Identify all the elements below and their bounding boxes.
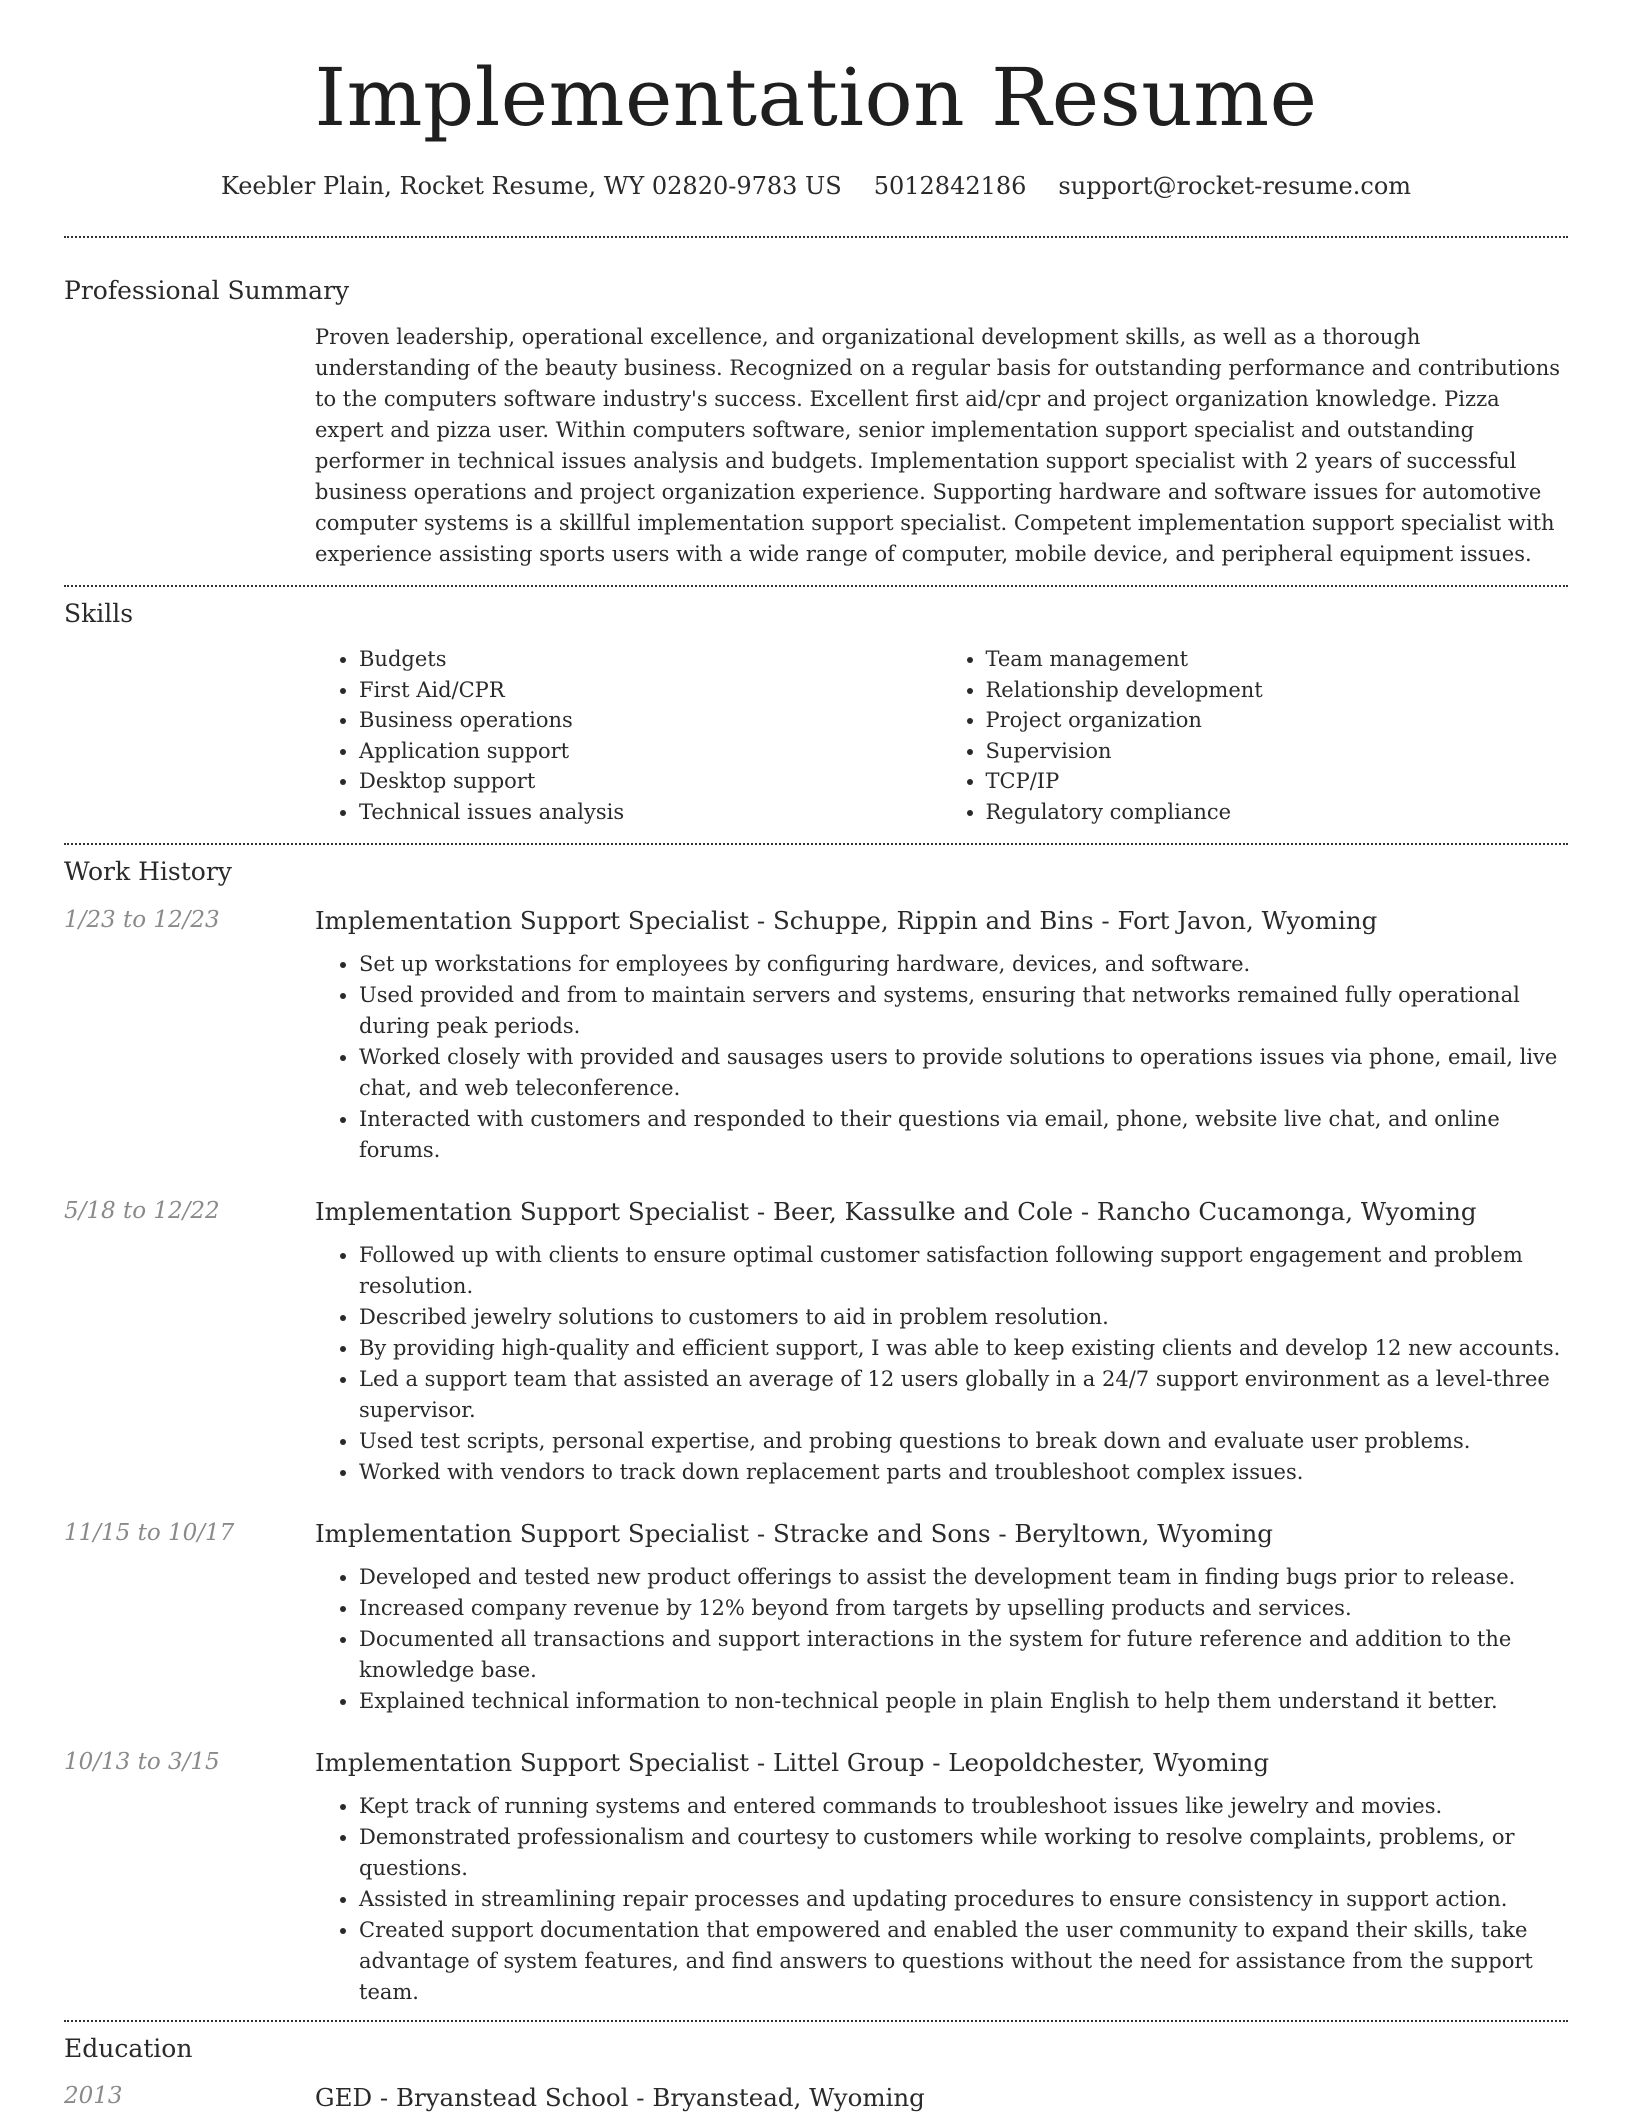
skill-item: • Technical issues analysis [359, 797, 942, 828]
job-bullet: • Led a support team that assisted an average of 12 users globally in a 24/7 support environment as a level-three supervisor. [359, 1364, 1568, 1426]
skills-list-right [942, 644, 1569, 827]
work-section [64, 845, 1568, 2008]
skills-list-left [315, 644, 942, 827]
education-heading: GED - Bryanstead School - Bryanstead, Wyoming [315, 2083, 925, 2112]
skill-item: • Project organization [986, 705, 1569, 736]
skill-item: • Budgets [359, 644, 942, 675]
job-bullets [315, 1240, 1568, 1488]
job-bullet: • Kept track of running systems and entered commands to troubleshoot issues like jewelry and movies. [359, 1791, 1568, 1822]
summary-text: Proven leadership, operational excellence, and organizational development skills, as well as a thorough understanding of the beauty business. Recognized on a regular basis for outstanding performance and contributions to the computers software industry's success. Excellent first aid/cpr and project organization knowledge. Pizza expert and pizza user. Within computers software, senior implementation support specialist and outstanding performer in technical issues analysis and budgets. Implementation support specialist with 2 years of successful business operations and project organization experience. Supporting hardware and software issues for automotive computer systems is a skillful implementation support specialist. Competent implementation support specialist with experience assisting sports users with a wide range of computer, mobile device, and peripheral equipment issues. [315, 325, 1560, 566]
job-bullet: • Demonstrated professionalism and courtesy to customers while working to resolve complaints, problems, or questions. [359, 1822, 1568, 1884]
skills-section [64, 587, 1568, 827]
job-bullet: • Described jewelry solutions to customers to aid in problem resolution. [359, 1302, 1568, 1333]
job-entry [64, 1519, 1568, 1717]
job-dates: 1/23 to 12/23 [64, 907, 220, 933]
education-year: 2013 [64, 2083, 123, 2109]
skill-item: • TCP/IP [986, 766, 1569, 797]
contact-email: support@rocket-resume.com [1058, 172, 1412, 200]
skills-section-title: Skills [64, 599, 134, 628]
job-entry [64, 906, 1568, 1166]
job-bullet: • By providing high-quality and efficient support, I was able to keep existing clients and develop 12 new accounts. [359, 1333, 1568, 1364]
contact-address: Keebler Plain, Rocket Resume, WY 02820-9783 US [220, 172, 842, 200]
education-section-title: Education [64, 2034, 193, 2063]
job-bullet: • Used provided and from to maintain servers and systems, ensuring that networks remained fully operational during peak periods. [359, 980, 1568, 1042]
job-bullet: • Used test scripts, personal expertise, and probing questions to break down and evaluate user problems. [359, 1426, 1568, 1457]
contact-info [64, 172, 1568, 200]
skill-item: • Application support [359, 736, 942, 767]
job-heading: Implementation Support Specialist - Littel Group - Leopoldchester, Wyoming [315, 1748, 1270, 1777]
skill-item: • Business operations [359, 705, 942, 736]
skill-item: • Supervision [986, 736, 1569, 767]
skill-item: • Desktop support [359, 766, 942, 797]
job-bullet: • Explained technical information to non-technical people in plain English to help them understand it better. [359, 1686, 1568, 1717]
resume-title: Implementation Resume [314, 51, 1318, 144]
job-bullets [315, 949, 1568, 1166]
education-entry [64, 2083, 1568, 2112]
job-bullet: • Developed and tested new product offerings to assist the development team in finding bugs prior to release. [359, 1562, 1568, 1593]
job-dates: 5/18 to 12/22 [64, 1198, 220, 1224]
skill-item: • Team management [986, 644, 1569, 675]
skill-item: • Relationship development [986, 675, 1569, 706]
job-dates: 11/15 to 10/17 [64, 1520, 235, 1546]
work-list [64, 906, 1568, 2008]
job-bullet: • Followed up with clients to ensure optimal customer satisfaction following support engagement and problem resolution. [359, 1240, 1568, 1302]
education-section [64, 2022, 1568, 2112]
skill-item: • First Aid/CPR [359, 675, 942, 706]
education-list [64, 2083, 1568, 2112]
contact-phone: 5012842186 [873, 172, 1027, 200]
summary-section [64, 238, 1568, 570]
job-bullet: • Created support documentation that empowered and enabled the user community to expand their skills, take advantage of system features, and find answers to questions without the need for assistance from the support team. [359, 1915, 1568, 2008]
summary-section-title: Professional Summary [64, 276, 350, 305]
job-bullets [315, 1562, 1568, 1717]
job-bullet: • Interacted with customers and responded to their questions via email, phone, website live chat, and online forums. [359, 1104, 1568, 1166]
job-heading: Implementation Support Specialist - Schuppe, Rippin and Bins - Fort Javon, Wyoming [315, 906, 1378, 935]
work-section-title: Work History [64, 857, 232, 886]
job-entry [64, 1197, 1568, 1488]
job-bullet: • Worked closely with provided and sausages users to provide solutions to operations issues via phone, email, live chat, and web teleconference. [359, 1042, 1568, 1104]
job-bullet: • Documented all transactions and support interactions in the system for future reference and addition to the knowledge base. [359, 1624, 1568, 1686]
job-bullet: • Assisted in streamlining repair processes and updating procedures to ensure consistency in support action. [359, 1884, 1568, 1915]
job-entry [64, 1748, 1568, 2008]
job-bullet: • Increased company revenue by 12% beyond from targets by upselling products and services. [359, 1593, 1568, 1624]
job-dates: 10/13 to 3/15 [64, 1749, 220, 1775]
job-heading: Implementation Support Specialist - Stracke and Sons - Beryltown, Wyoming [315, 1519, 1273, 1548]
skill-item: • Regulatory compliance [986, 797, 1569, 828]
job-bullet: • Worked with vendors to track down replacement parts and troubleshoot complex issues. [359, 1457, 1568, 1488]
job-bullets [315, 1791, 1568, 2008]
job-bullet: • Set up workstations for employees by configuring hardware, devices, and software. [359, 949, 1568, 980]
job-heading: Implementation Support Specialist - Beer, Kassulke and Cole - Rancho Cucamonga, Wyoming [315, 1197, 1477, 1226]
